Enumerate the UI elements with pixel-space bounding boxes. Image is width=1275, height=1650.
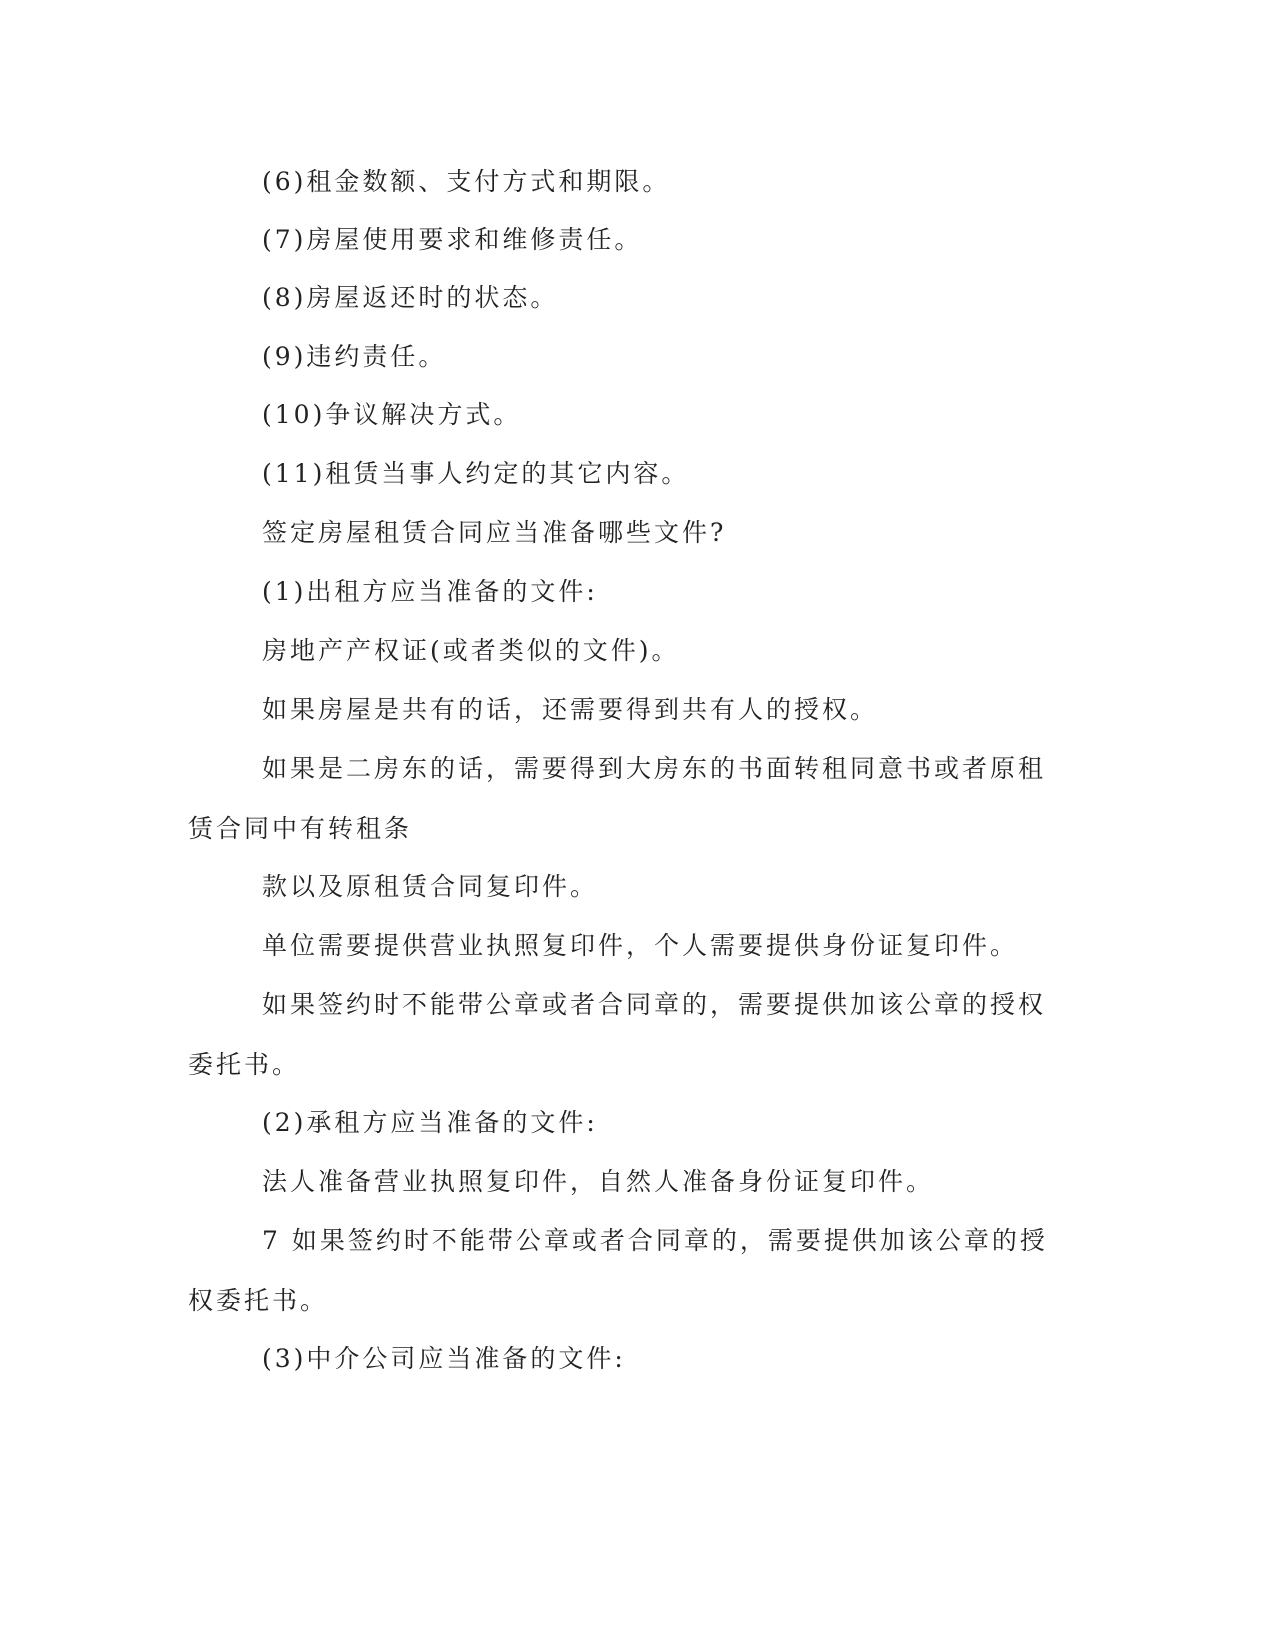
paragraph-line: 如果是二房东的话，需要得到大房东的书面转租同意书或者原租 bbox=[262, 754, 1047, 783]
paragraph-line: 签定房屋租赁合同应当准备哪些文件? bbox=[262, 518, 727, 547]
paragraph-line: (11)租赁当事人约定的其它内容。 bbox=[262, 459, 690, 488]
paragraph-line: 款以及原租赁合同复印件。 bbox=[262, 872, 599, 901]
paragraph-line: (10)争议解决方式。 bbox=[262, 400, 522, 429]
paragraph-item-8 bbox=[188, 268, 1068, 328]
paragraph bbox=[188, 739, 1068, 859]
paragraph-line: (7)房屋使用要求和维修责任。 bbox=[262, 225, 643, 254]
paragraph-item-11 bbox=[188, 444, 1068, 504]
paragraph bbox=[188, 1211, 1068, 1331]
paragraph bbox=[188, 975, 1068, 1095]
paragraph-line: 法人准备营业执照复印件，自然人准备身份证复印件。 bbox=[262, 1167, 935, 1196]
paragraph-item-9 bbox=[188, 327, 1068, 387]
paragraph bbox=[188, 857, 1068, 917]
paragraph-line: (1)出租方应当准备的文件: bbox=[262, 577, 598, 606]
subsection-agency bbox=[188, 1329, 1068, 1389]
paragraph bbox=[188, 916, 1068, 976]
subsection-lessor bbox=[188, 562, 1068, 622]
paragraph-item-6 bbox=[188, 152, 1068, 212]
paragraph-line: 单位需要提供营业执照复印件，个人需要提供身份证复印件。 bbox=[262, 931, 1019, 960]
paragraph-line: 如果房屋是共有的话，还需要得到共有人的授权。 bbox=[262, 695, 879, 724]
paragraph bbox=[188, 680, 1068, 740]
paragraph-line: 赁合同中有转租条 bbox=[188, 814, 413, 843]
paragraph-item-7 bbox=[188, 210, 1068, 270]
section-question bbox=[188, 503, 1068, 563]
paragraph bbox=[188, 1152, 1068, 1212]
paragraph-line: (6)租金数额、支付方式和期限。 bbox=[262, 167, 671, 196]
subsection-lessee bbox=[188, 1093, 1068, 1153]
paragraph-line: (3)中介公司应当准备的文件: bbox=[262, 1344, 626, 1373]
paragraph-line: 7 如果签约时不能带公章或者合同章的，需要提供加该公章的授 bbox=[262, 1226, 1048, 1255]
paragraph-line: 房地产产权证(或者类似的文件)。 bbox=[262, 636, 680, 665]
paragraph-line: 委托书。 bbox=[188, 1050, 301, 1079]
paragraph-item-10 bbox=[188, 385, 1068, 445]
paragraph bbox=[188, 621, 1068, 681]
paragraph-line: 如果签约时不能带公章或者合同章的，需要提供加该公章的授权 bbox=[262, 990, 1047, 1019]
paragraph-line: (9)违约责任。 bbox=[262, 342, 447, 371]
paragraph-line: (8)房屋返还时的状态。 bbox=[262, 283, 559, 312]
paragraph-line: 权委托书。 bbox=[188, 1286, 329, 1315]
paragraph-line: (2)承租方应当准备的文件: bbox=[262, 1108, 598, 1137]
